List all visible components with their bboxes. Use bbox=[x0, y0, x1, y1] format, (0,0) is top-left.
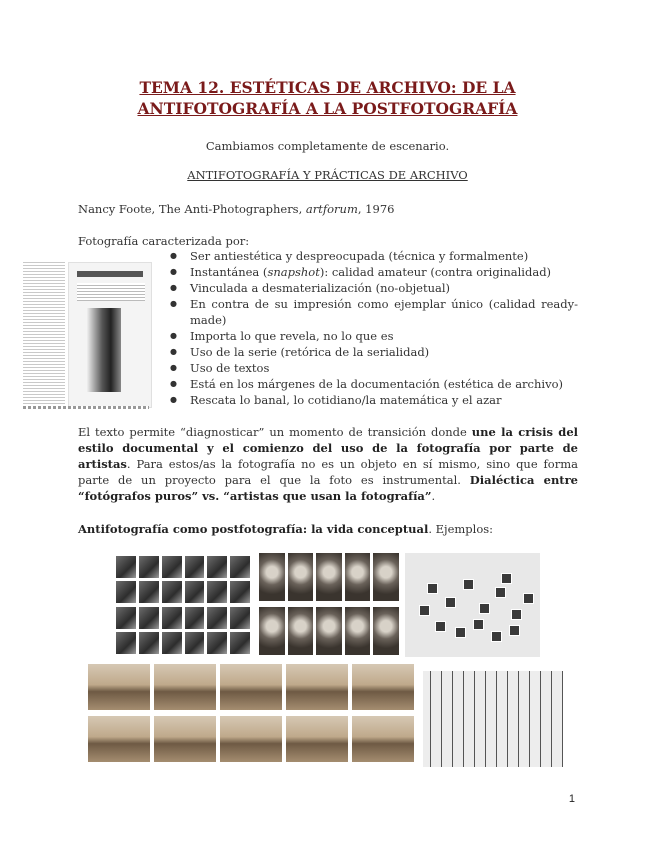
section-heading: ANTIFOTOGRAFÍA Y PRÁCTICAS DE ARCHIVO bbox=[187, 168, 468, 182]
wall-installation-image bbox=[405, 553, 540, 657]
article-text-column bbox=[23, 260, 65, 406]
intro-text: Cambiamos completamente de escenario. bbox=[205, 139, 450, 153]
page-number: 1 bbox=[568, 793, 575, 805]
feature-item: ● Está en los márgenes de la documentación (estética de archivo) bbox=[154, 376, 578, 392]
feature-item: ● En contra de su impresión como ejemplar único (calidad ready-made) bbox=[154, 296, 578, 328]
features-list bbox=[154, 248, 578, 408]
examples-heading: Antifotografía como postfotografía: la vida conceptual. Ejemplos: bbox=[78, 522, 494, 536]
document-title: TEMA 12. ESTÉTICAS DE ARCHIVO: DE LA ANTIFOTOGRAFÍA A LA POSTFOTOGRAFÍA bbox=[137, 78, 518, 118]
feature-item: ● Ser antiestética y despreocupada (técnica y formalmente) bbox=[154, 248, 578, 264]
bottle-grid-image bbox=[423, 671, 563, 767]
feature-item: ● Instantánea (snapshot): calidad amateur (contra originalidad) bbox=[154, 264, 578, 280]
feature-item: ● Uso de textos bbox=[154, 360, 578, 376]
characterized-label: Fotografía caracterizada por: bbox=[78, 234, 250, 248]
body-paragraph: El texto permite “diagnosticar” un momento de transición donde une la crisis del estilo documental y el comienzo del uso de la fotografía por parte de artistas. Para estos/as la fotografía no es un objeto en sí mismo, sino que forma parte de un proyecto para el que la foto es instrumental. Dialéctica entre “fotógrafos puros” vs. “artistas que usan la fotografía”. bbox=[78, 425, 579, 503]
magazine-body-text bbox=[77, 283, 145, 301]
magazine-headline bbox=[77, 271, 143, 277]
tree-photos-image bbox=[88, 664, 418, 766]
feature-item: ● Uso de la serie (retórica de la serialidad) bbox=[154, 344, 578, 360]
feature-item: ● Vinculada a desmaterialización (no-objetual) bbox=[154, 280, 578, 296]
emphasis-dialectic: Dialéctica entre “fotógrafos puros” vs. “artistas que usan la fotografía” bbox=[78, 473, 578, 503]
magazine-photo bbox=[87, 308, 121, 392]
magazine-page bbox=[68, 262, 152, 408]
reference-year: , 1976 bbox=[357, 202, 395, 216]
scan-caption bbox=[23, 406, 149, 409]
reference-line bbox=[78, 201, 578, 217]
reference-journal: artforum bbox=[305, 202, 358, 216]
portrait-series-image bbox=[259, 553, 399, 657]
emphasis-crisis: une la crisis del estilo documental y el comienzo del uso de la fotografía por parte de artistas bbox=[78, 425, 579, 471]
reference-author-title: Nancy Foote, The Anti-Photographers, bbox=[78, 202, 306, 216]
feature-item: ● Importa lo que revela, no lo que es bbox=[154, 328, 578, 344]
photo-grid-image bbox=[113, 553, 253, 657]
feature-item: ● Rescata lo banal, lo cotidiano/la matemática y el azar bbox=[154, 392, 578, 408]
